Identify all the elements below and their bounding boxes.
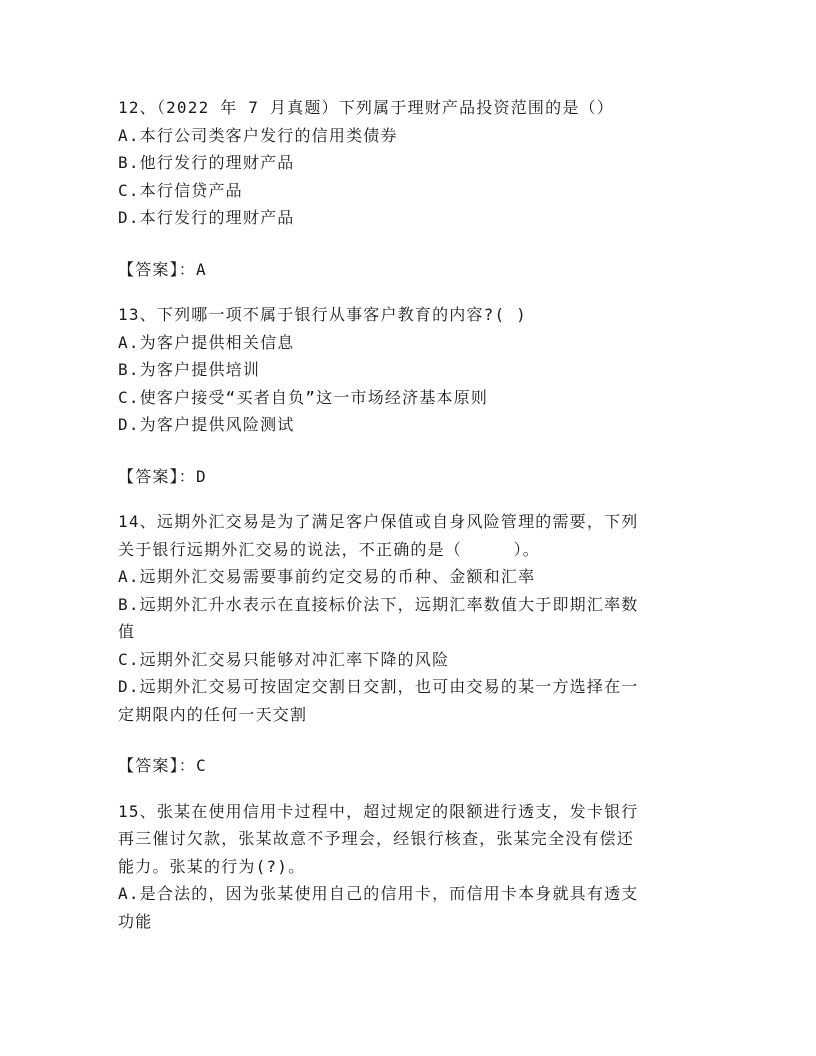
option-b-continued: 值 [118,622,136,641]
answer-label: 【答案】：C [118,756,207,775]
option-d: D.本行发行的理财产品 [118,208,295,227]
option-b: B.他行发行的理财产品 [118,153,295,172]
question-stem-line: 15、张某在使用信用卡过程中，超过规定的限额进行透支，发卡银行 [118,801,639,821]
answer-label: 【答案】：A [118,259,207,279]
question-13 [118,301,692,490]
option-d: D.远期外汇交易可按固定交割日交割，也可由交易的某一方选择在一 [118,677,639,696]
answer-label: 【答案】：D [118,466,207,486]
document-page [118,94,692,935]
option-a: A.是合法的，因为张某使用自己的信用卡，而信用卡本身就具有透支 [118,884,639,903]
question-12 [118,94,692,283]
option-b: B.远期外汇升水表示在直接标价法下，远期汇率数值大于即期汇率数 [118,594,639,614]
option-b: B.为客户提供培训 [118,360,261,379]
question-stem-line: 14、远期外汇交易是为了满足客户保值或自身风险管理的需要，下列 [118,512,639,531]
option-a-continued: 功能 [118,911,153,931]
question-stem-line: 能力。张某的行为(?)。 [118,856,306,876]
question-14 [118,508,692,780]
option-a: A.本行公司类客户发行的信用类债券 [118,125,398,145]
question-stem-line: 关于银行远期外汇交易的说法，不正确的是（ ）。 [118,539,541,559]
option-c: C.本行信贷产品 [118,180,243,200]
question-stem: 13、下列哪一项不属于银行从事客户教育的内容?( ) [118,305,527,324]
question-15 [118,798,692,936]
question-stem: 12、（2022 年 7 月真题）下列属于理财产品投资范围的是（） [118,98,614,117]
question-stem-line: 再三催讨欠款，张某故意不予理会，经银行核查，张某完全没有偿还 [118,829,635,848]
option-a: A.为客户提供相关信息 [118,332,295,352]
option-a: A.远期外汇交易需要事前约定交易的币种、金额和汇率 [118,567,536,586]
option-d: D.为客户提供风险测试 [118,415,295,434]
option-c: C.使客户接受“买者自负”这一市场经济基本原则 [118,387,489,407]
option-d-continued: 定期限内的任何一天交割 [118,704,308,724]
option-c: C.远期外汇交易只能够对冲汇率下降的风险 [118,649,450,669]
